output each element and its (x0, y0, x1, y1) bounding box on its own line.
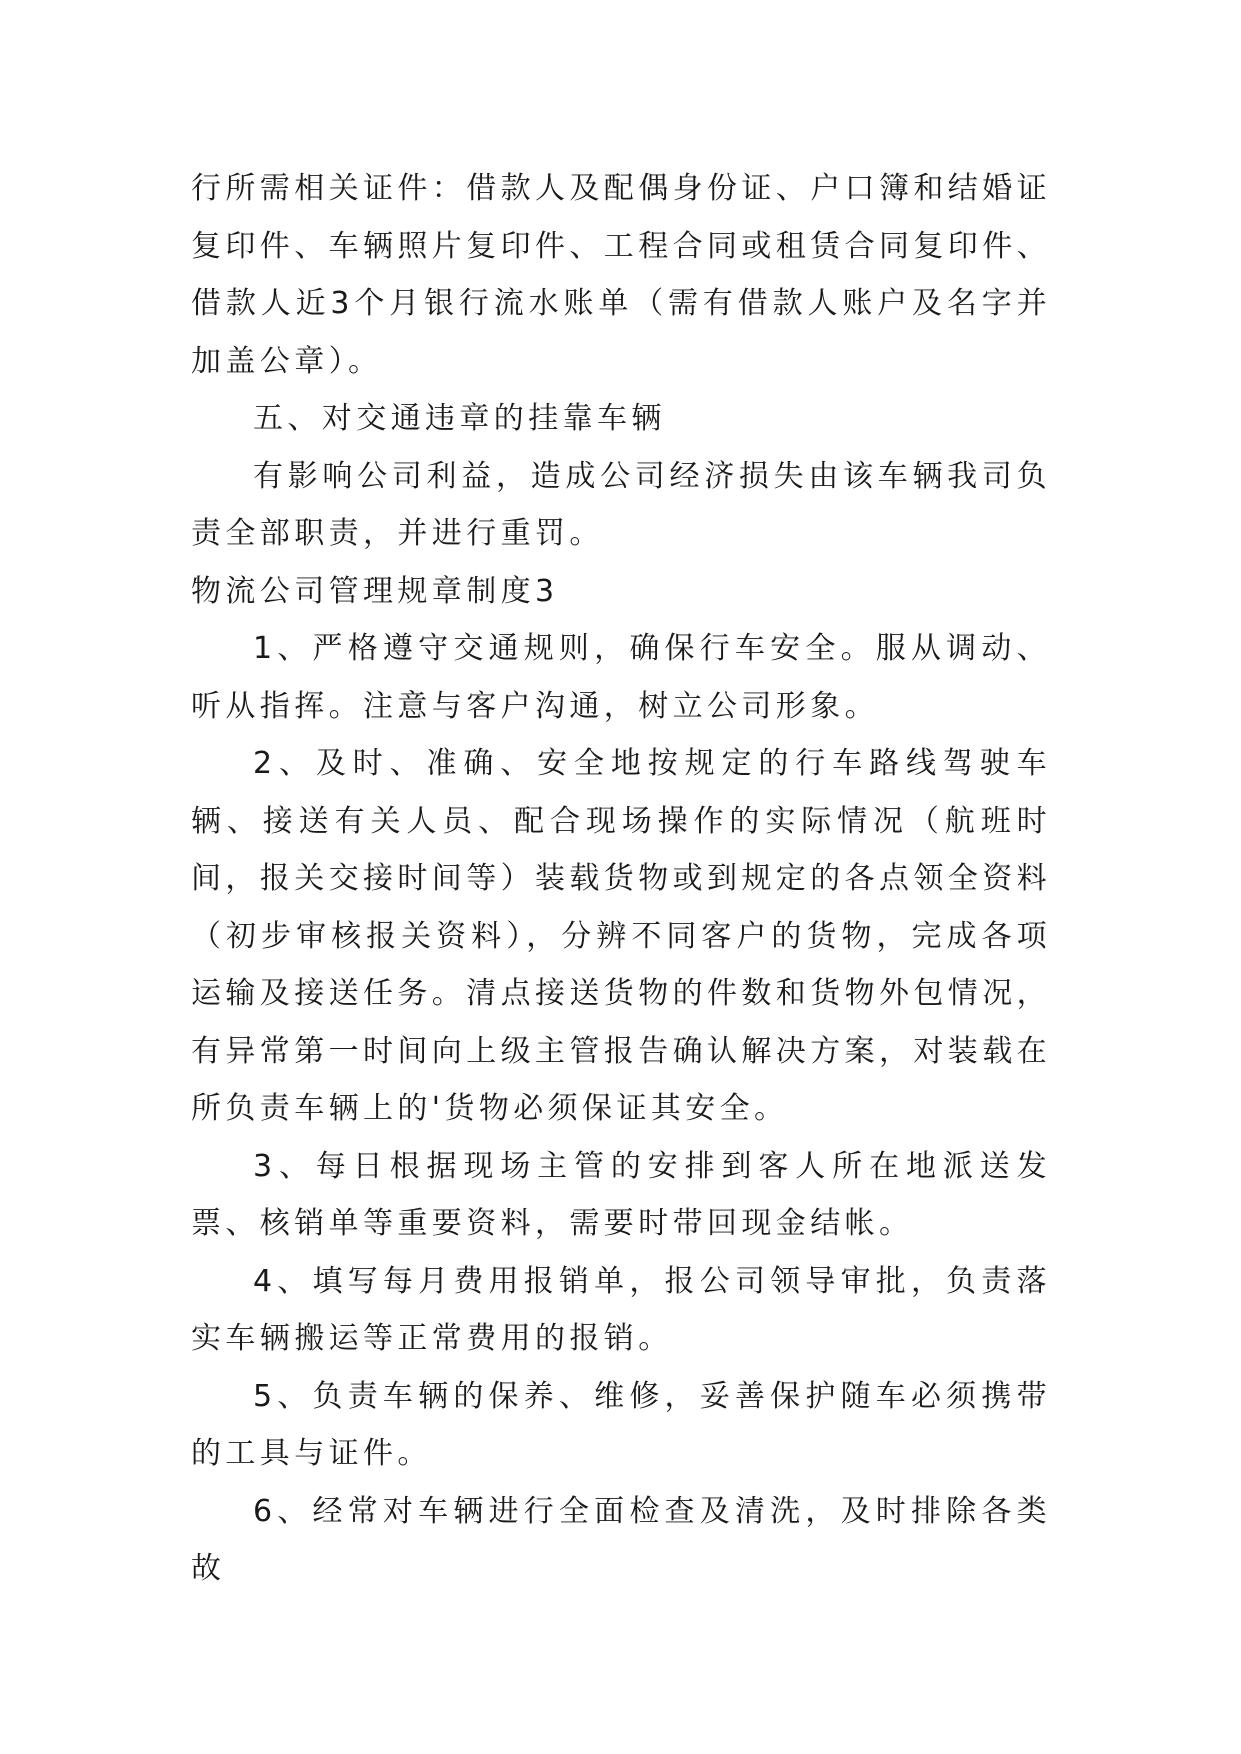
document-heading: 物流公司管理规章制度3 (191, 573, 559, 609)
document-body (191, 160, 1051, 1598)
section-heading-traffic-violations: 五、对交通违章的挂靠车辆 (253, 401, 666, 436)
rule-item-6: 6、经常对车辆进行全面检查及清洗，及时排除各类故 (191, 1493, 1051, 1586)
rule-item-1: 1、严格遵守交通规则，确保行车安全。服从调动、听从指挥。注意与客户沟通，树立公司形象。 (191, 631, 1051, 724)
rule-item-2: 2、及时、准确、安全地按规定的行车路线驾驶车辆、接送有关人员、配合现场操作的实际情况（航班时间，报关交接时间等）装载货物或到规定的各点领全资料（初步审核报关资料），分辨不同客户的货物，完成各项运输及接送任务。清点接送货物的件数和货物外包情况，有异常第一时间向上级主管报告确认解决方案，对装载在所负责车辆上的'货物必须保证其安全。 (191, 746, 1051, 1126)
paragraph-penalty: 有影响公司利益，造成公司经济损失由该车辆我司负责全部职责，并进行重罚。 (191, 458, 1051, 551)
rule-item-5: 5、负责车辆的保养、维修，妥善保护随车必须携带的工具与证件。 (191, 1378, 1051, 1471)
rule-item-3: 3、每日根据现场主管的安排到客人所在地派送发票、核销单等重要资料，需要时带回现金结帐。 (191, 1148, 1051, 1241)
paragraph-required-documents: 行所需相关证件：借款人及配偶身份证、户口簿和结婚证复印件、车辆照片复印件、工程合同或租赁合同复印件、借款人近3个月银行流水账单（需有借款人账户及名字并加盖公章）。 (191, 171, 1051, 379)
rule-item-4: 4、填写每月费用报销单，报公司领导审批，负责落实车辆搬运等正常费用的报销。 (191, 1263, 1051, 1356)
